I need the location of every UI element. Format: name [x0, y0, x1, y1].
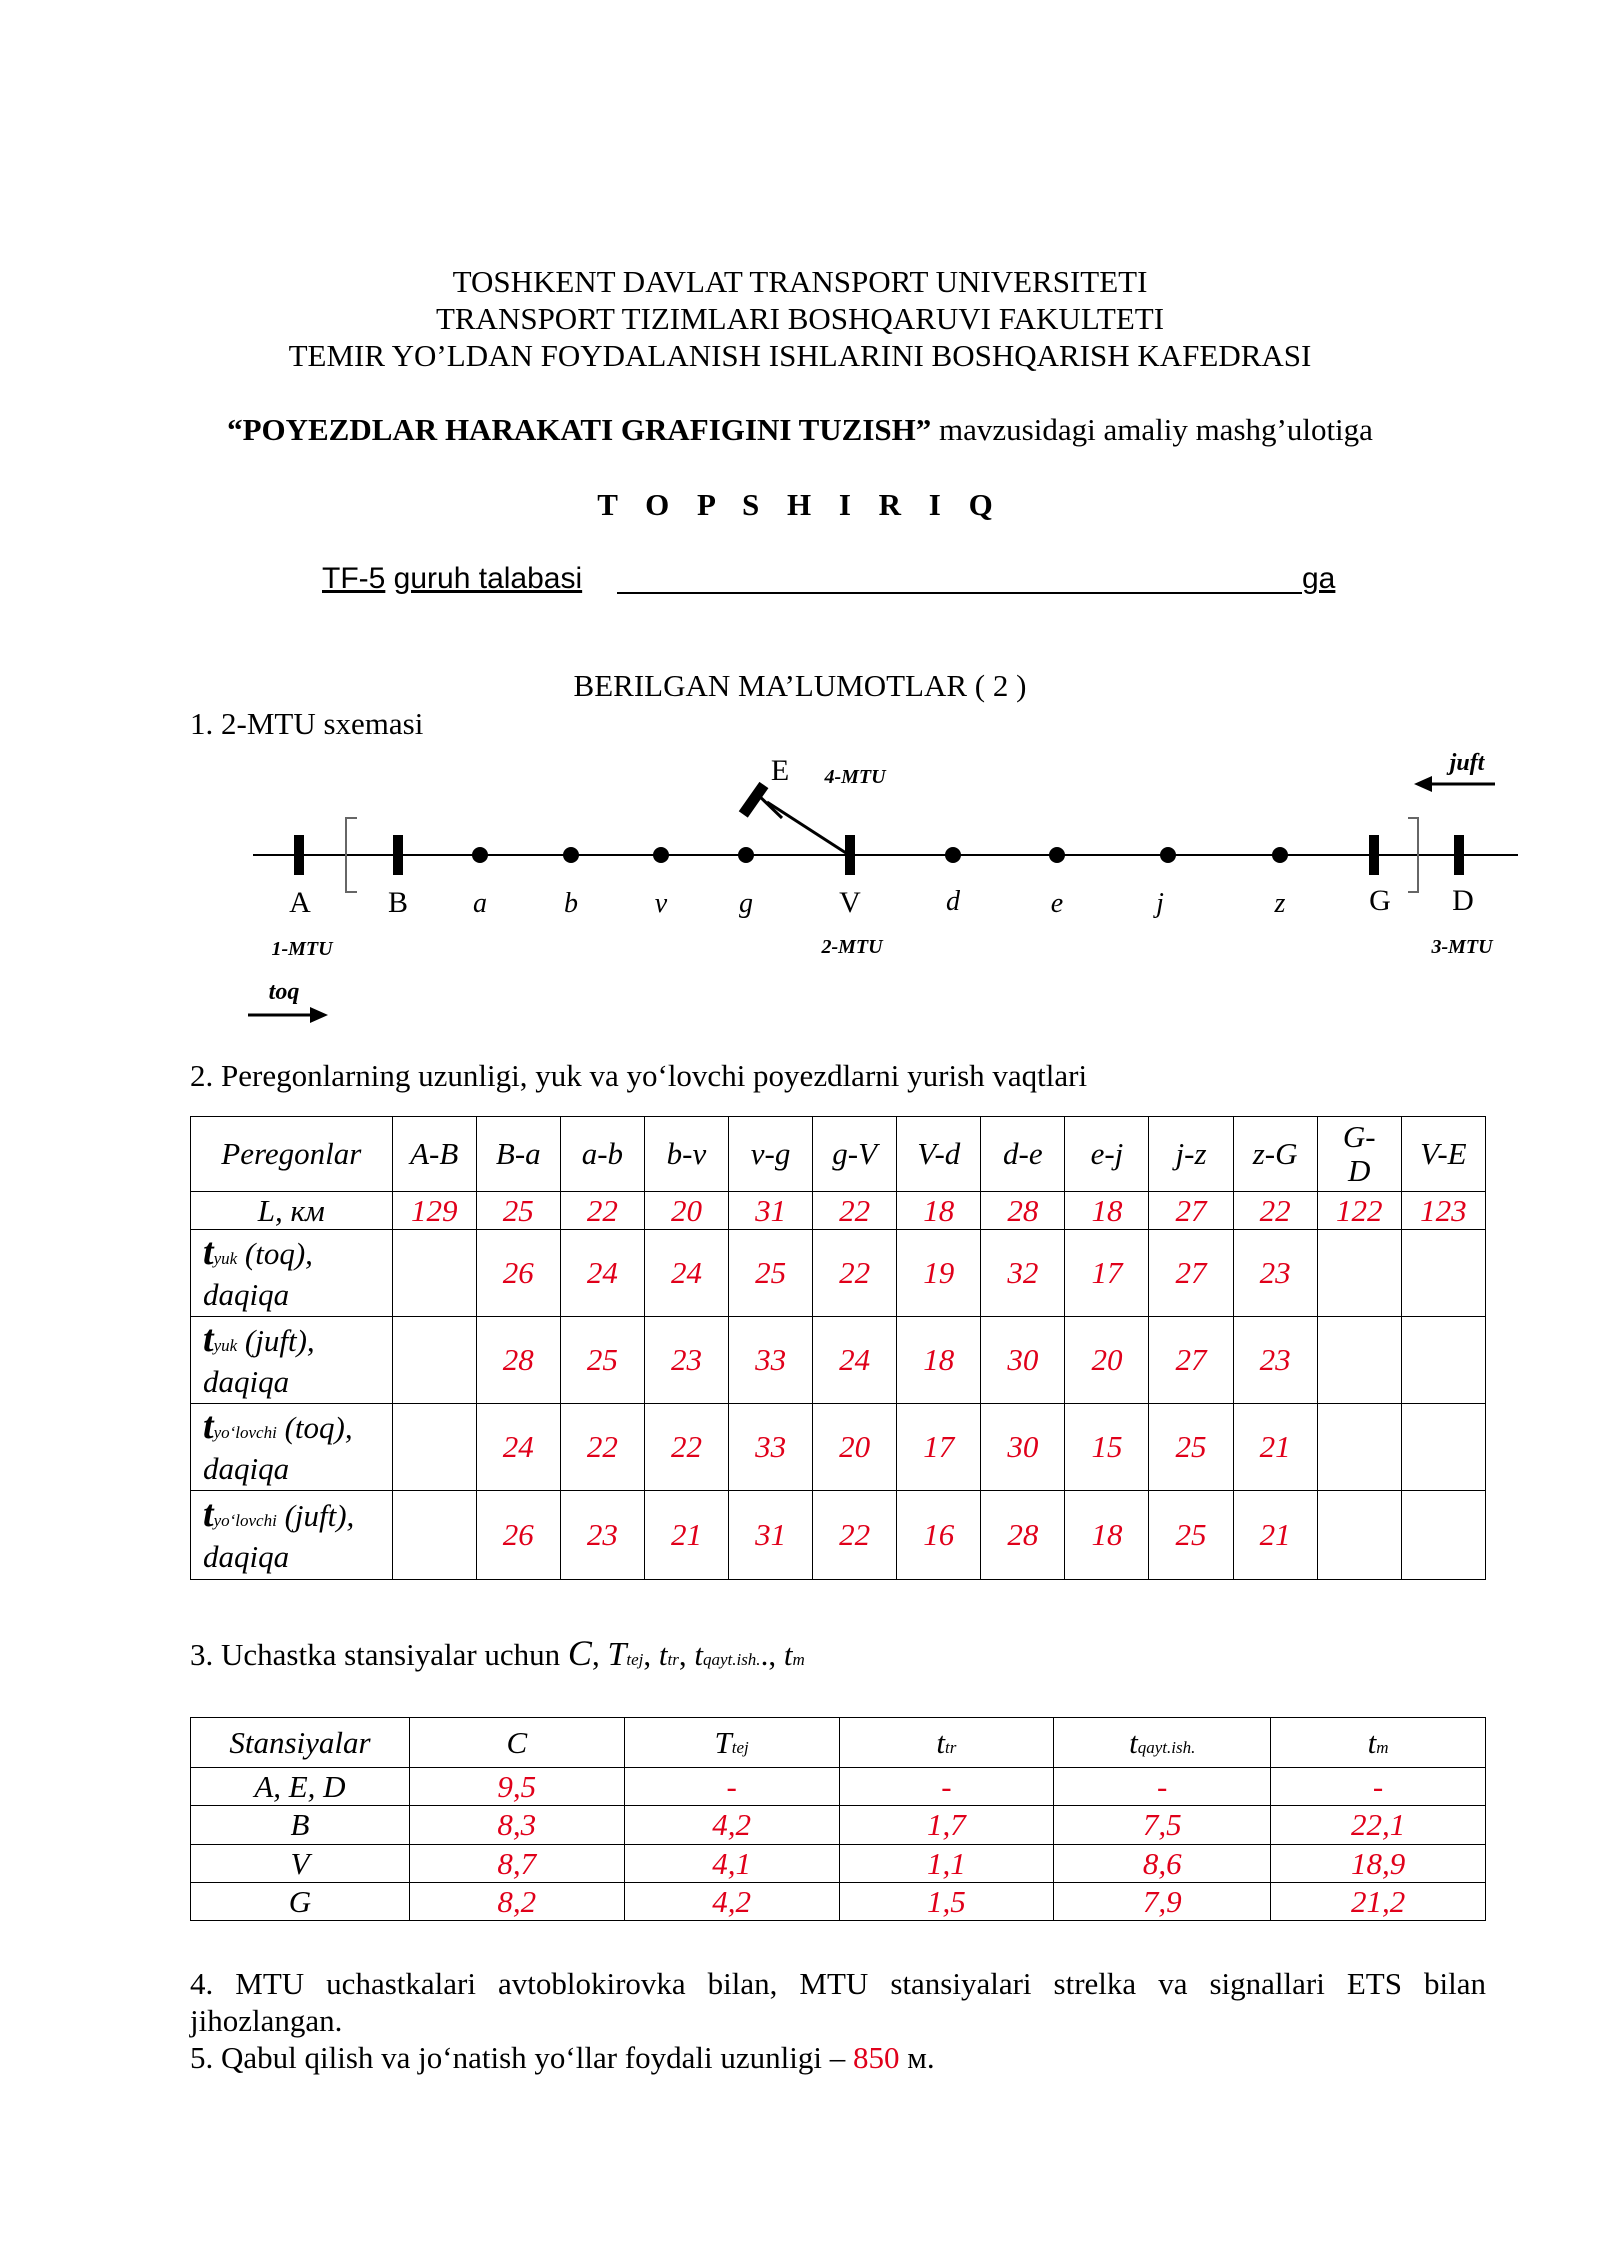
topic-line: [0, 412, 1600, 448]
cell-value: 15: [1065, 1404, 1149, 1491]
cell-value: 22: [560, 1404, 644, 1491]
label-V: V: [839, 886, 861, 919]
cell-value: [392, 1230, 476, 1317]
t-subscript: yuk: [213, 1248, 238, 1268]
header-C: C: [409, 1718, 624, 1768]
cell-value: 28: [981, 1192, 1065, 1230]
topic-rest: mavzusidagi amaliy mashg’ulotiga: [931, 412, 1373, 447]
cell-value: [392, 1404, 476, 1491]
cell-value: 129: [392, 1192, 476, 1230]
cell-value: 30: [981, 1404, 1065, 1491]
cell-value: 18: [1065, 1491, 1149, 1580]
faculty-name: TRANSPORT TIZIMLARI BOSHQARUVI FAKULTETI: [435, 301, 1165, 336]
label-z: z: [1274, 888, 1286, 919]
cell-value: -: [839, 1768, 1054, 1806]
cell-value: 23: [644, 1317, 728, 1404]
table-row: [191, 1845, 1486, 1883]
cell-value: 24: [476, 1404, 560, 1491]
symbol-ttr: t: [658, 1637, 668, 1672]
cell-value: [1401, 1317, 1485, 1404]
cell-value: [1317, 1317, 1401, 1404]
row-label-L: L, км: [191, 1192, 393, 1230]
t-subscript: yuk: [213, 1335, 238, 1355]
point-j: [1160, 847, 1176, 863]
row-label: [191, 1491, 393, 1580]
cell-value: 21,2: [1271, 1883, 1486, 1921]
cell-value: 4,1: [624, 1845, 839, 1883]
section3-title: 3. Uchastka stansiyalar uchun C, Ttej, ttr, tqayt.ish.., tm: [190, 1633, 805, 1673]
cell-value: 26: [476, 1491, 560, 1580]
cell-value: [1317, 1404, 1401, 1491]
cell-value: 18: [1065, 1192, 1149, 1230]
cell-value: [1401, 1230, 1485, 1317]
symbol-ttr-sub: tr: [667, 1650, 679, 1669]
cell-value: -: [1271, 1768, 1486, 1806]
t-subscript: yo‘lovchi: [213, 1510, 277, 1530]
point-b: [563, 847, 579, 863]
col-header: z-G: [1233, 1117, 1317, 1192]
cell-value: [392, 1317, 476, 1404]
cell-value: 23: [560, 1491, 644, 1580]
cell-value: 27: [1149, 1192, 1233, 1230]
header-tm-sub: m: [1376, 1737, 1389, 1757]
col-header: a-b: [560, 1117, 644, 1192]
station-name: G: [191, 1883, 410, 1921]
label-v: v: [654, 888, 668, 919]
symbol-tq-sub: qayt.ish.: [702, 1650, 761, 1669]
label-b: b: [564, 888, 578, 919]
cell-value: 122: [1317, 1192, 1401, 1230]
station-G-bar: [1369, 835, 1379, 875]
symbol-tm: t: [783, 1637, 793, 1672]
section5-value: 850: [852, 2040, 900, 2075]
label-1mtu: 1-MTU: [271, 938, 333, 960]
arrow-juft-head: [1414, 776, 1432, 792]
table-row: [191, 1768, 1486, 1806]
cell-value: 1,5: [839, 1883, 1054, 1921]
department-name: TEMIR YO’LDAN FOYDALANISH ISHLARINI BOSHQARISH KAFEDRASI: [288, 338, 1312, 373]
cell-value: [1317, 1230, 1401, 1317]
university-name: TOSHKENT DAVLAT TRANSPORT UNIVERSITETI: [452, 264, 1148, 299]
cell-value: 26: [476, 1230, 560, 1317]
row-label: [191, 1404, 393, 1491]
point-v: [653, 847, 669, 863]
cell-value: 27: [1149, 1230, 1233, 1317]
section5-line: [190, 2039, 1486, 2076]
cell-value: 22: [813, 1192, 897, 1230]
cell-value: 20: [813, 1404, 897, 1491]
col-header-gd: [1317, 1117, 1401, 1192]
section5-unit: м.: [899, 2040, 935, 2075]
cell-value: 1,1: [839, 1845, 1054, 1883]
student-suffix: ga: [1302, 562, 1336, 595]
label-3mtu: 3-MTU: [1431, 936, 1493, 958]
cell-value: 8,2: [409, 1883, 624, 1921]
t-symbol: t: [203, 1317, 214, 1360]
row-label-unit: daqiqa: [203, 1538, 290, 1574]
cell-value: 20: [1065, 1317, 1149, 1404]
cell-value: 21: [1233, 1404, 1317, 1491]
cell-value: 32: [981, 1230, 1065, 1317]
col-header: V-d: [897, 1117, 981, 1192]
cell-value: 24: [644, 1230, 728, 1317]
cell-value: 16: [897, 1491, 981, 1580]
row-label-unit: daqiqa: [203, 1276, 290, 1312]
cell-value: 17: [897, 1404, 981, 1491]
row-label: [191, 1230, 393, 1317]
section5-text: 5. Qabul qilish va jo‘natish yo‘llar foydali uzunligi –: [190, 2040, 853, 2075]
cell-value: [1401, 1404, 1485, 1491]
cell-value: 8,3: [409, 1806, 624, 1845]
symbol-C: C: [567, 1633, 592, 1673]
symbol-T: T: [607, 1636, 627, 1673]
document-heading: T O P S H I R I Q: [597, 487, 1003, 522]
point-d: [945, 847, 961, 863]
label-toq: toq: [268, 979, 300, 1005]
table-row-yolovchi-juft: [191, 1491, 1486, 1580]
col-header: g-V: [813, 1117, 897, 1192]
arrow-toq-head: [310, 1007, 328, 1023]
cell-value: 22: [813, 1230, 897, 1317]
topic-title: “POYEZDLAR HARAKATI GRAFIGINI TUZISH”: [227, 412, 932, 447]
cell-value: 21: [1233, 1491, 1317, 1580]
cell-value: 22,1: [1271, 1806, 1486, 1845]
branch-line-E: [767, 802, 846, 853]
table-row: [191, 1806, 1486, 1845]
section3-prefix: 3. Uchastka stansiyalar uchun: [190, 1637, 568, 1672]
header-peregonlar: Peregonlar: [191, 1117, 393, 1192]
header-tm-main: t: [1367, 1724, 1377, 1760]
label-4mtu: 4-MTU: [824, 766, 886, 788]
t-symbol: t: [203, 1404, 214, 1447]
cell-value: 8,6: [1054, 1845, 1271, 1883]
cell-value: 23: [1233, 1317, 1317, 1404]
cell-value: 25: [560, 1317, 644, 1404]
header-ttr-main: t: [936, 1724, 946, 1760]
symbol-tq: t: [694, 1637, 703, 1672]
symbol-tm-sub: m: [792, 1650, 805, 1669]
label-A: A: [289, 886, 311, 919]
label-E: E: [770, 754, 790, 787]
header-tq: [1054, 1718, 1271, 1768]
cell-value: [392, 1491, 476, 1580]
section2-title: 2. Peregonlarning uzunligi, yuk va yo‘lovchi poyezdlarni yurish vaqtlari: [190, 1058, 1088, 1093]
cell-value: [1401, 1491, 1485, 1580]
cell-value: 24: [560, 1230, 644, 1317]
cell-value: 18,9: [1271, 1845, 1486, 1883]
cell-value: 9,5: [409, 1768, 624, 1806]
group-label: guruh talabasi: [393, 562, 583, 595]
cell-value: 22: [560, 1192, 644, 1230]
row-label-rest: (toq),: [237, 1235, 313, 1271]
mtu-scheme-diagram: [0, 740, 1600, 1040]
table-header-row: [191, 1718, 1486, 1768]
stations-table: [190, 1717, 1486, 1921]
header-T-sub: tej: [731, 1737, 749, 1757]
label-D: D: [1452, 884, 1474, 917]
table-row-yuk-toq: [191, 1230, 1486, 1317]
group-code: TF-5: [322, 562, 386, 595]
cell-value: 33: [729, 1317, 813, 1404]
cell-value: [1317, 1491, 1401, 1580]
row-label-rest: (juft),: [237, 1322, 315, 1358]
point-z: [1272, 847, 1288, 863]
cell-value: 30: [981, 1317, 1065, 1404]
t-symbol: t: [203, 1230, 214, 1273]
row-label: [191, 1317, 393, 1404]
cell-value: 24: [813, 1317, 897, 1404]
cell-value: 25: [729, 1230, 813, 1317]
point-a: [472, 847, 488, 863]
cell-value: 4,2: [624, 1806, 839, 1845]
cell-value: -: [624, 1768, 839, 1806]
header-ttr: [839, 1718, 1054, 1768]
col-header: V-E: [1401, 1117, 1485, 1192]
row-label-unit: daqiqa: [203, 1363, 290, 1399]
cell-value: 33: [729, 1404, 813, 1491]
header-tm: [1271, 1718, 1486, 1768]
cell-value: 25: [1149, 1404, 1233, 1491]
station-name: B: [191, 1806, 410, 1845]
station-D-bar: [1454, 835, 1464, 875]
cell-value: -: [1054, 1768, 1271, 1806]
t-symbol: t: [203, 1492, 214, 1535]
header-stations: Stansiyalar: [191, 1718, 410, 1768]
label-d: d: [946, 886, 960, 917]
cell-value: 31: [729, 1491, 813, 1580]
label-g: g: [739, 888, 753, 919]
cell-value: 21: [644, 1491, 728, 1580]
cell-value: 7,9: [1054, 1883, 1271, 1921]
table-row: [191, 1883, 1486, 1921]
col-header-text: G-D: [1342, 1119, 1376, 1188]
label-e: e: [1050, 888, 1064, 919]
cell-value: 28: [476, 1317, 560, 1404]
cell-value: 19: [897, 1230, 981, 1317]
table-row-yuk-juft: [191, 1317, 1486, 1404]
table-header-row: [191, 1117, 1486, 1192]
header-T-main: T: [714, 1724, 732, 1760]
cell-value: 18: [897, 1192, 981, 1230]
cell-value: 7,5: [1054, 1806, 1271, 1845]
label-j: j: [1156, 888, 1164, 919]
cell-value: 25: [1149, 1491, 1233, 1580]
header-tq-sub: qayt.ish.: [1137, 1737, 1196, 1757]
point-g: [738, 847, 754, 863]
cell-value: 123: [1401, 1192, 1485, 1230]
label-G: G: [1369, 884, 1391, 917]
row-label-unit: daqiqa: [203, 1450, 290, 1486]
col-header: e-j: [1065, 1117, 1149, 1192]
student-name-blank[interactable]: [617, 592, 1302, 594]
cell-value: 1,7: [839, 1806, 1054, 1845]
student-line: [322, 562, 1352, 596]
cell-value: 31: [729, 1192, 813, 1230]
col-header: v-g: [729, 1117, 813, 1192]
cell-value: 20: [644, 1192, 728, 1230]
given-data-title: BERILGAN MA’LUMOTLAR ( 2 ): [573, 668, 1027, 703]
col-header: d-e: [981, 1117, 1065, 1192]
table-row-yolovchi-toq: [191, 1404, 1486, 1491]
label-B: B: [387, 886, 409, 919]
label-a: a: [473, 888, 487, 919]
label-juft: juft: [1449, 750, 1485, 776]
station-V-bar: [845, 835, 855, 875]
cell-value: 17: [1065, 1230, 1149, 1317]
col-header: b-v: [644, 1117, 728, 1192]
cell-value: 18: [897, 1317, 981, 1404]
cell-value: 22: [644, 1404, 728, 1491]
station-A-bar: [294, 835, 304, 875]
cell-value: 28: [981, 1491, 1065, 1580]
cell-value: 25: [476, 1192, 560, 1230]
t-subscript: yo‘lovchi: [213, 1422, 277, 1442]
symbol-T-sub: tej: [626, 1650, 644, 1669]
header-tq-main: t: [1129, 1724, 1138, 1760]
header-ttr-sub: tr: [945, 1737, 957, 1757]
cell-value: 27: [1149, 1317, 1233, 1404]
cell-value: 22: [813, 1491, 897, 1580]
station-B-bar: [393, 835, 403, 875]
header-T: [624, 1718, 839, 1768]
row-label-rest: (toq),: [276, 1409, 353, 1445]
section1-title: 1. 2-MTU sxemasi: [190, 706, 424, 741]
station-name: A, E, D: [191, 1768, 410, 1806]
row-label-rest: (juft),: [276, 1497, 355, 1533]
col-header: B-a: [476, 1117, 560, 1192]
section4-text: 4. MTU uchastkalari avtoblokirovka bilan, MTU stansiyalari strelka va signallari ETS bilan jihozlangan.: [190, 1966, 1486, 2038]
table-row-length: [191, 1192, 1486, 1230]
cell-value: 4,2: [624, 1883, 839, 1921]
peregon-table: [190, 1116, 1486, 1580]
station-name: V: [191, 1845, 410, 1883]
cell-value: 23: [1233, 1230, 1317, 1317]
col-header: j-z: [1149, 1117, 1233, 1192]
label-2mtu: 2-MTU: [821, 936, 883, 958]
cell-value: 22: [1233, 1192, 1317, 1230]
cell-value: 8,7: [409, 1845, 624, 1883]
col-header: A-B: [392, 1117, 476, 1192]
point-e: [1049, 847, 1065, 863]
